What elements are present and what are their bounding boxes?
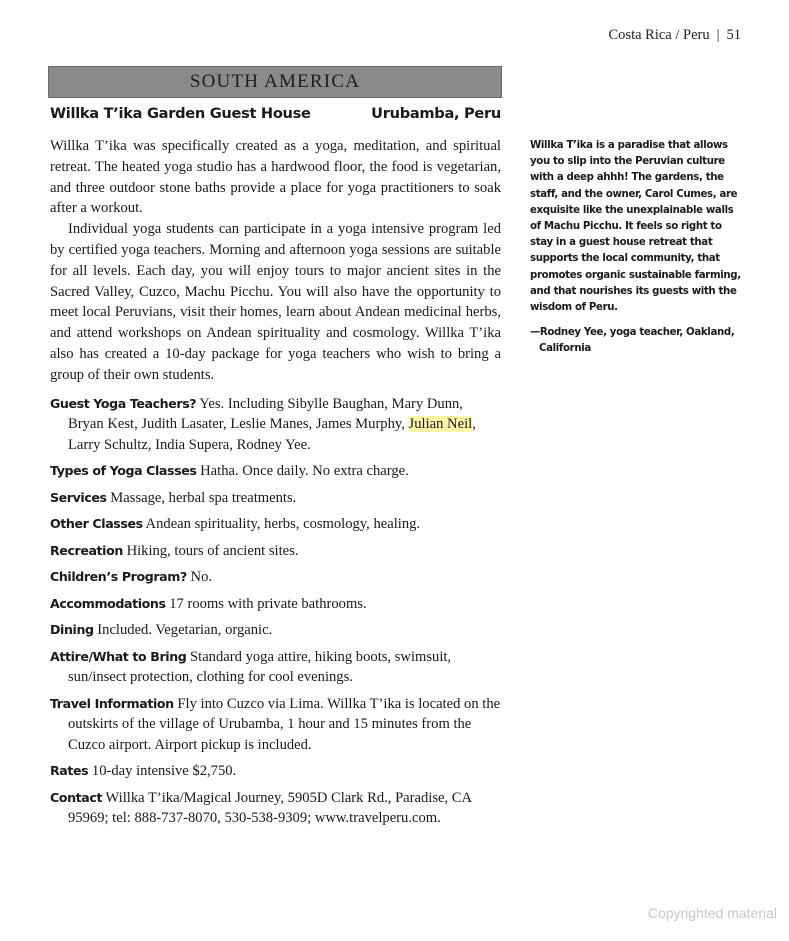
sidebar-quote — [530, 138, 742, 358]
fact-attire — [50, 647, 501, 688]
fact-text: 17 rooms with private bathrooms. — [165, 595, 367, 612]
fact-travel-information — [50, 694, 501, 756]
fact-label: Services — [50, 489, 107, 505]
fact-childrens-program — [50, 567, 501, 588]
highlighted-name: Julian Neil — [408, 416, 473, 433]
fact-label: Rates — [50, 763, 89, 779]
fact-text: Hiking, tours of ancient sites. — [122, 542, 299, 559]
running-head-section: Costa Rica / Peru — [608, 27, 710, 43]
fact-other-classes — [50, 514, 501, 535]
intro-paragraph: Willka T’ika was specifically created as a yoga, meditation, and spiritual retreat. The heated yoga studio has a hardwood floor, the food is vegetarian, and three outdoor stone baths provide a place for yoga practitioners to soak after a workout. — [50, 138, 501, 217]
facts-list — [50, 394, 501, 829]
fact-label: Guest Yoga Teachers? — [50, 395, 197, 411]
program-paragraph: Individual yoga students can participate in a yoga intensive program led by certified yoga teachers. Morning and afternoon yoga sessions are suitable for all levels. Each day, you will enjoy tours to major ancient sites in the Sacred Valley, Cuzco, Machu Picchu. You will also have the opportunity to meet local Peruvians, visit their homes, learn about Andean medicinal herbs, and attend workshops on Andean spirituality and cosmology. Willka T’ika also has created a 10-day package for yoga teachers who wish to bring a group of their own students. — [50, 221, 501, 383]
fact-dining — [50, 620, 501, 641]
entry-title-row — [50, 105, 501, 122]
fact-label: Attire/What to Bring — [50, 648, 187, 664]
running-head — [609, 27, 742, 44]
fact-text: Andean spirituality, herbs, cosmology, healing. — [142, 516, 421, 533]
fact-text: 10-day intensive $2,750. — [88, 763, 237, 780]
fact-text: Hatha. Once daily. No extra charge. — [196, 463, 409, 480]
fact-text: Willka T’ika/Magical Journey, 5905D Clark Rd., Paradise, CA 95969; tel: 888-737-8070, 530-538-9309; www.travelperu.com. — [68, 789, 472, 827]
fact-label: Dining — [50, 622, 94, 638]
quote-attribution: —Rodney Yee, yoga teacher, Oakland, California — [530, 327, 735, 355]
fact-label: Contact — [50, 789, 103, 805]
fact-label: Recreation — [50, 542, 123, 558]
fact-text: , Larry Schultz, India Supera, Rodney Yee. — [68, 416, 476, 453]
fact-recreation — [50, 541, 501, 562]
fact-services — [50, 488, 501, 509]
fact-types-of-yoga — [50, 461, 501, 482]
fact-text: No. — [186, 569, 213, 586]
fact-label: Types of Yoga Classes — [50, 463, 197, 479]
quote-text: Willka T’ika is a paradise that allows you to slip into the Peruvian culture with a deep ahhh! The gardens, the staff, and the owner, Carol Cumes, are exquisite like the unexplainable walls of Machu Picchu. It feels so right to stay in a guest house retreat that supports the local community, that promotes organic sustainable farming, and that nourishes its guests with the wisdom of Peru. — [530, 140, 741, 314]
copyright-watermark: Copyrighted material — [647, 905, 777, 921]
page-number: 51 — [726, 27, 741, 43]
fact-label: Children’s Program? — [50, 569, 187, 585]
fact-label: Accommodations — [50, 595, 166, 611]
entry-name: Willka T’ika Garden Guest House — [50, 105, 311, 122]
fact-accommodations — [50, 594, 501, 615]
fact-text: Included. Vegetarian, organic. — [93, 622, 273, 639]
fact-text: Massage, herbal spa treatments. — [106, 489, 297, 506]
fact-text: Yes. Including Sibylle Baughan, Mary Dunn, Bryan Kest, Judith Lasater, Leslie Manes, James Murphy, — [68, 395, 463, 433]
fact-label: Other Classes — [50, 516, 143, 532]
entry-location: Urubamba, Peru — [371, 105, 501, 122]
region-banner: SOUTH AMERICA — [48, 66, 502, 98]
fact-label: Travel Information — [50, 695, 174, 711]
fact-rates — [50, 761, 501, 782]
fact-text: Fly into Cuzco via Lima. Willka T’ika is located on the outskirts of the village of Urubamba, 1 hour and 15 minutes from the Cuzco airport. Airport pickup is included. — [68, 695, 501, 753]
fact-guest-teachers — [50, 394, 501, 456]
running-head-separator: | — [716, 27, 720, 43]
entry-body — [50, 136, 501, 835]
fact-text: Standard yoga attire, hiking boots, swimsuit, sun/insect protection, clothing for cool evenings. — [68, 648, 452, 686]
fact-contact — [50, 788, 501, 829]
